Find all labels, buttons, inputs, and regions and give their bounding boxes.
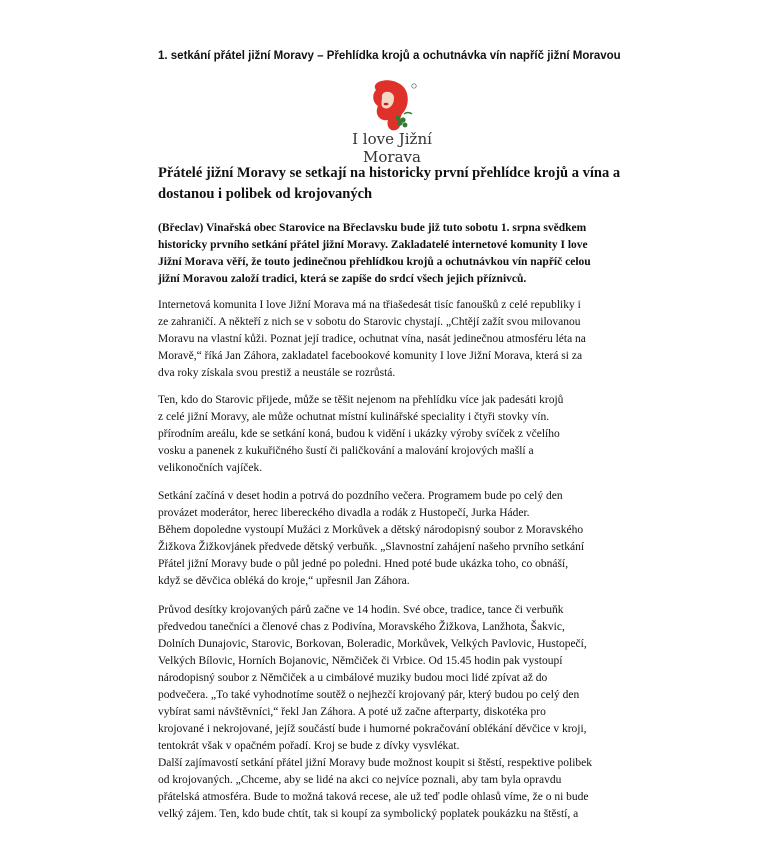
logo-wordmark: I love Jižní Morava bbox=[352, 130, 432, 166]
document-header-title: 1. setkání přátel jižní Moravy – Přehlídka krojů a ochutnávka vín napříč jižní Moravou bbox=[158, 50, 621, 62]
article-title bbox=[158, 163, 621, 205]
article-lead bbox=[158, 220, 613, 288]
article-title-line: dostanou i polibek od krojovaných bbox=[158, 186, 373, 202]
paragraph-line: Moravě,“ říká Jan Záhora, zakladatel facebookové komunity I love Jižní Morava, která si za bbox=[158, 350, 583, 362]
paragraph-4 bbox=[158, 602, 613, 823]
paragraph-line: Setkání začíná v deset hodin a potrvá do pozdního večera. Programem bude po celý den bbox=[158, 490, 563, 502]
paragraph-line: tentokrát však v opačném pořadí. Kroj se bude z dívky vysvlékat. bbox=[158, 740, 460, 752]
paragraph-line: Moravu na vlastní kůži. Poznat její tradice, ochutnat vína, nasát jedinečnou atmosféru léta na bbox=[158, 333, 586, 345]
lead-line: historicky prvního setkání přátel jižní Moravy. Zakladatelé internetové komunity I love bbox=[158, 239, 588, 251]
paragraph-line: předvedou tanečníci a členové chas z Podivína, Moravského Žižkova, Lanžhota, Šakvic, bbox=[158, 621, 565, 633]
paragraph-line: ze zahraničí. A někteří z nich se v sobotu do Starovic chystají. „Chtějí zažít svou milovanou bbox=[158, 316, 581, 328]
paragraph-line: Přátel jižní Moravy bude o půl jedné po poledni. Hned poté bude ukázka toho, co obnáší, bbox=[158, 558, 569, 570]
article-title-line: Přátelé jižní Moravy se setkají na historicky první přehlídce krojů a vína a bbox=[158, 165, 621, 181]
paragraph-line: dva roky získala svou prestiž a neustále se rozrůstá. bbox=[158, 367, 396, 379]
paragraph-line: velký zájem. Ten, kdo bude chtít, tak si koupí za symbolický poplatek poukázku na štěstí, a bbox=[158, 808, 579, 820]
paragraph-line: provázet moderátor, herec libereckého divadla a rodák z Hustopečí, Jurka Háder. bbox=[158, 507, 530, 519]
paragraph-line: Další zajímavostí setkání přátel jižní Moravy bude možnost koupit si štěstí, respektive polibek bbox=[158, 757, 593, 769]
lead-line: (Břeclav) Vinařská obec Starovice na Břeclavsku bude již tuto sobotu 1. srpna svědkem bbox=[158, 222, 587, 234]
paragraph-line: Velkých Bílovic, Horních Bojanovic, Němčiček či Vrbice. Od 15.45 hodin pak vystoupí bbox=[158, 655, 563, 667]
paragraph-line: z celé jižní Moravy, ale může ochutnat místní kulinářské speciality i čtyři stovky vín. bbox=[158, 411, 550, 423]
paragraph-line: když se děvčica obléká do kroje,“ upřesnil Jan Záhora. bbox=[158, 575, 410, 587]
paragraph-line: od krojovaných. „Chceme, aby se lidé na akci co nejvíce poznali, aby tam byla opravdu bbox=[158, 774, 562, 786]
paragraph-line: Dolních Dunajovic, Starovic, Borkovan, Boleradic, Morkůvek, Velkých Pavlovic, Hustopečí, bbox=[158, 638, 587, 650]
paragraph-line: Internetová komunita I love Jižní Morava má na třiašedesát tisíc fanoušků z celé republiky i bbox=[158, 299, 581, 311]
paragraph-line: krojované i nekrojované, jejíž součástí bude i humorné pokračování oblékání děvčice v kroji, bbox=[158, 723, 587, 735]
lead-line: jižní Moravou založí tradici, která se zapíše do srdcí všech jejich příznivců. bbox=[158, 273, 527, 285]
paragraph-line: podvečera. „To také vyhodnotíme soutěž o nejhezčí krojovaný pár, který budou po celý den bbox=[158, 689, 580, 701]
paragraph-line: Žižkova Žižkovjánek předvede dětský verbuňk. „Slavnostní zahájení našeho prvního setkání bbox=[158, 541, 585, 553]
paragraph-1 bbox=[158, 297, 613, 382]
paragraph-line: přátelská atmosféra. Bude to možná taková recese, ale už teď podle ohlasů víme, že o ni bude bbox=[158, 791, 589, 803]
paragraph-line: vybírat sami návštěvníci,“ řekl Jan Záhora. A poté už začne afterparty, diskotéka pro bbox=[158, 706, 546, 718]
paragraph-3 bbox=[158, 488, 613, 590]
paragraph-line: Ten, kdo do Starovic přijede, může se těšit nejenom na přehlídku více jak padesáti krojů bbox=[158, 394, 564, 406]
paragraph-line: Průvod desítky krojovaných párů začne ve 14 hodin. Své obce, tradice, tance či verbuňk bbox=[158, 604, 564, 616]
paragraph-line: velikonočních vajíček. bbox=[158, 462, 263, 474]
paragraph-line: přírodním areálu, kde se setkání koná, budou k vidění i ukázky výroby svíček z včelího bbox=[158, 428, 560, 440]
paragraph-line: Během dopoledne vystoupí Mužáci z Morkůvek a dětský národopisný soubor z Moravského bbox=[158, 524, 584, 536]
paragraph-line: národopisný soubor z Němčiček a u cimbálové muziky budou moci lidé zpívat až do bbox=[158, 672, 548, 684]
paragraph-2 bbox=[158, 392, 613, 477]
lead-line: Jižní Morava věří, že touto jedinečnou přehlídkou krojů a ochutnávkou vín napříč celou bbox=[158, 256, 591, 268]
paragraph-line: vosku a panenek z kukuřičného šustí či paličkování a malování krojových mašlí a bbox=[158, 445, 534, 457]
